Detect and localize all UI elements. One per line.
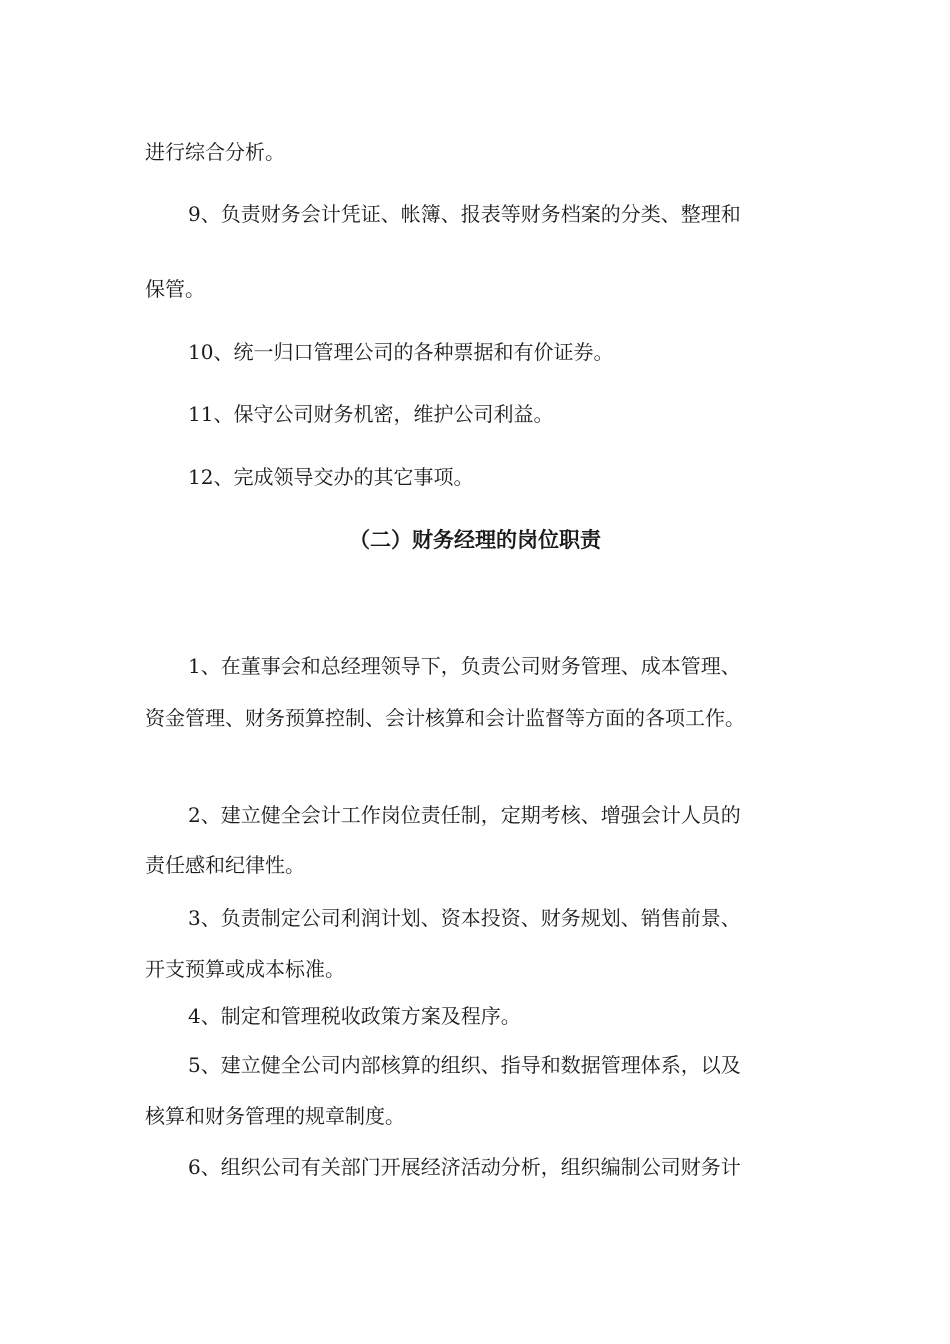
paragraph-duty3-line1: 3、负责制定公司利润计划、资本投资、财务规划、销售前景、	[188, 906, 741, 930]
paragraph-item12: 12、完成领导交办的其它事项。	[188, 465, 474, 489]
paragraph-duty1-line2: 资金管理、财务预算控制、会计核算和会计监督等方面的各项工作。	[145, 706, 745, 730]
paragraph-item9-line2: 保管。	[145, 277, 205, 301]
paragraph-duty2-line2: 责任感和纪律性。	[145, 853, 305, 877]
paragraph-item11: 11、保守公司财务机密，维护公司利益。	[188, 402, 554, 426]
paragraph-duty1-line1: 1、在董事会和总经理领导下，负责公司财务管理、成本管理、	[188, 654, 741, 678]
paragraph-duty5-line1: 5、建立健全公司内部核算的组织、指导和数据管理体系，以及	[188, 1053, 741, 1077]
paragraph-duty4: 4、制定和管理税收政策方案及程序。	[188, 1004, 521, 1028]
section-heading: （二）财务经理的岗位职责	[349, 527, 601, 552]
paragraph-duty3-line2: 开支预算或成本标准。	[145, 957, 345, 981]
paragraph-duty6-line1: 6、组织公司有关部门开展经济活动分析，组织编制公司财务计	[188, 1155, 741, 1179]
paragraph-item8-continuation: 进行综合分析。	[145, 140, 285, 164]
paragraph-item9-line1: 9、负责财务会计凭证、帐簿、报表等财务档案的分类、整理和	[188, 202, 741, 226]
paragraph-duty2-line1: 2、建立健全会计工作岗位责任制，定期考核、增强会计人员的	[188, 803, 741, 827]
paragraph-duty5-line2: 核算和财务管理的规章制度。	[145, 1104, 405, 1128]
paragraph-item10: 10、统一归口管理公司的各种票据和有价证券。	[188, 340, 614, 364]
